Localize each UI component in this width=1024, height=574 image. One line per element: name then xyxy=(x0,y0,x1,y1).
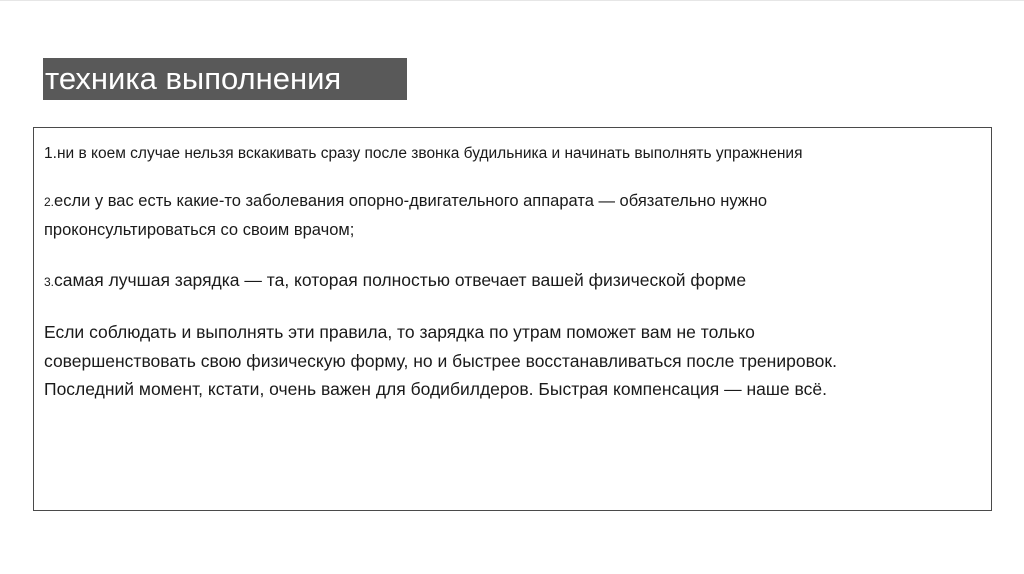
slide-title: техника выполнения xyxy=(43,58,407,100)
top-divider xyxy=(0,0,1024,1)
content-box xyxy=(33,127,992,511)
list-item-2-number: 2. xyxy=(44,195,55,209)
list-item-3-text: самая лучшая зарядка — та, которая полностью отвечает вашей физической форме xyxy=(54,270,747,290)
list-item-2-line-2: проконсультироваться со своим врачом; xyxy=(44,221,355,239)
list-item-3 xyxy=(44,266,981,296)
paragraph-line-2: совершенствовать свою физическую форму, но и быстрее восстанавливаться после тренировок. xyxy=(44,350,837,371)
list-item-2 xyxy=(44,187,981,244)
list-item-3-number: 3. xyxy=(44,275,55,289)
list-item-1-number: 1. xyxy=(44,145,57,162)
summary-paragraph xyxy=(44,318,981,404)
list-item-1 xyxy=(44,144,981,164)
list-item-2-line-1 xyxy=(44,187,981,216)
paragraph-line-3: Последний момент, кстати, очень важен для бодибилдеров. Быстрая компенсация — наше всё. xyxy=(44,379,827,399)
paragraph-line-1: Если соблюдать и выполнять эти правила, то зарядка по утрам поможет вам не только xyxy=(44,322,755,342)
list-item-1-text: ни в коем случае нельзя вскакивать сразу после звонка будильника и начинать выполнять упражнения xyxy=(56,145,803,162)
list-item-2-text: если у вас есть какие-то заболевания опорно-двигательного аппарата — обязательно нужно xyxy=(54,192,768,210)
